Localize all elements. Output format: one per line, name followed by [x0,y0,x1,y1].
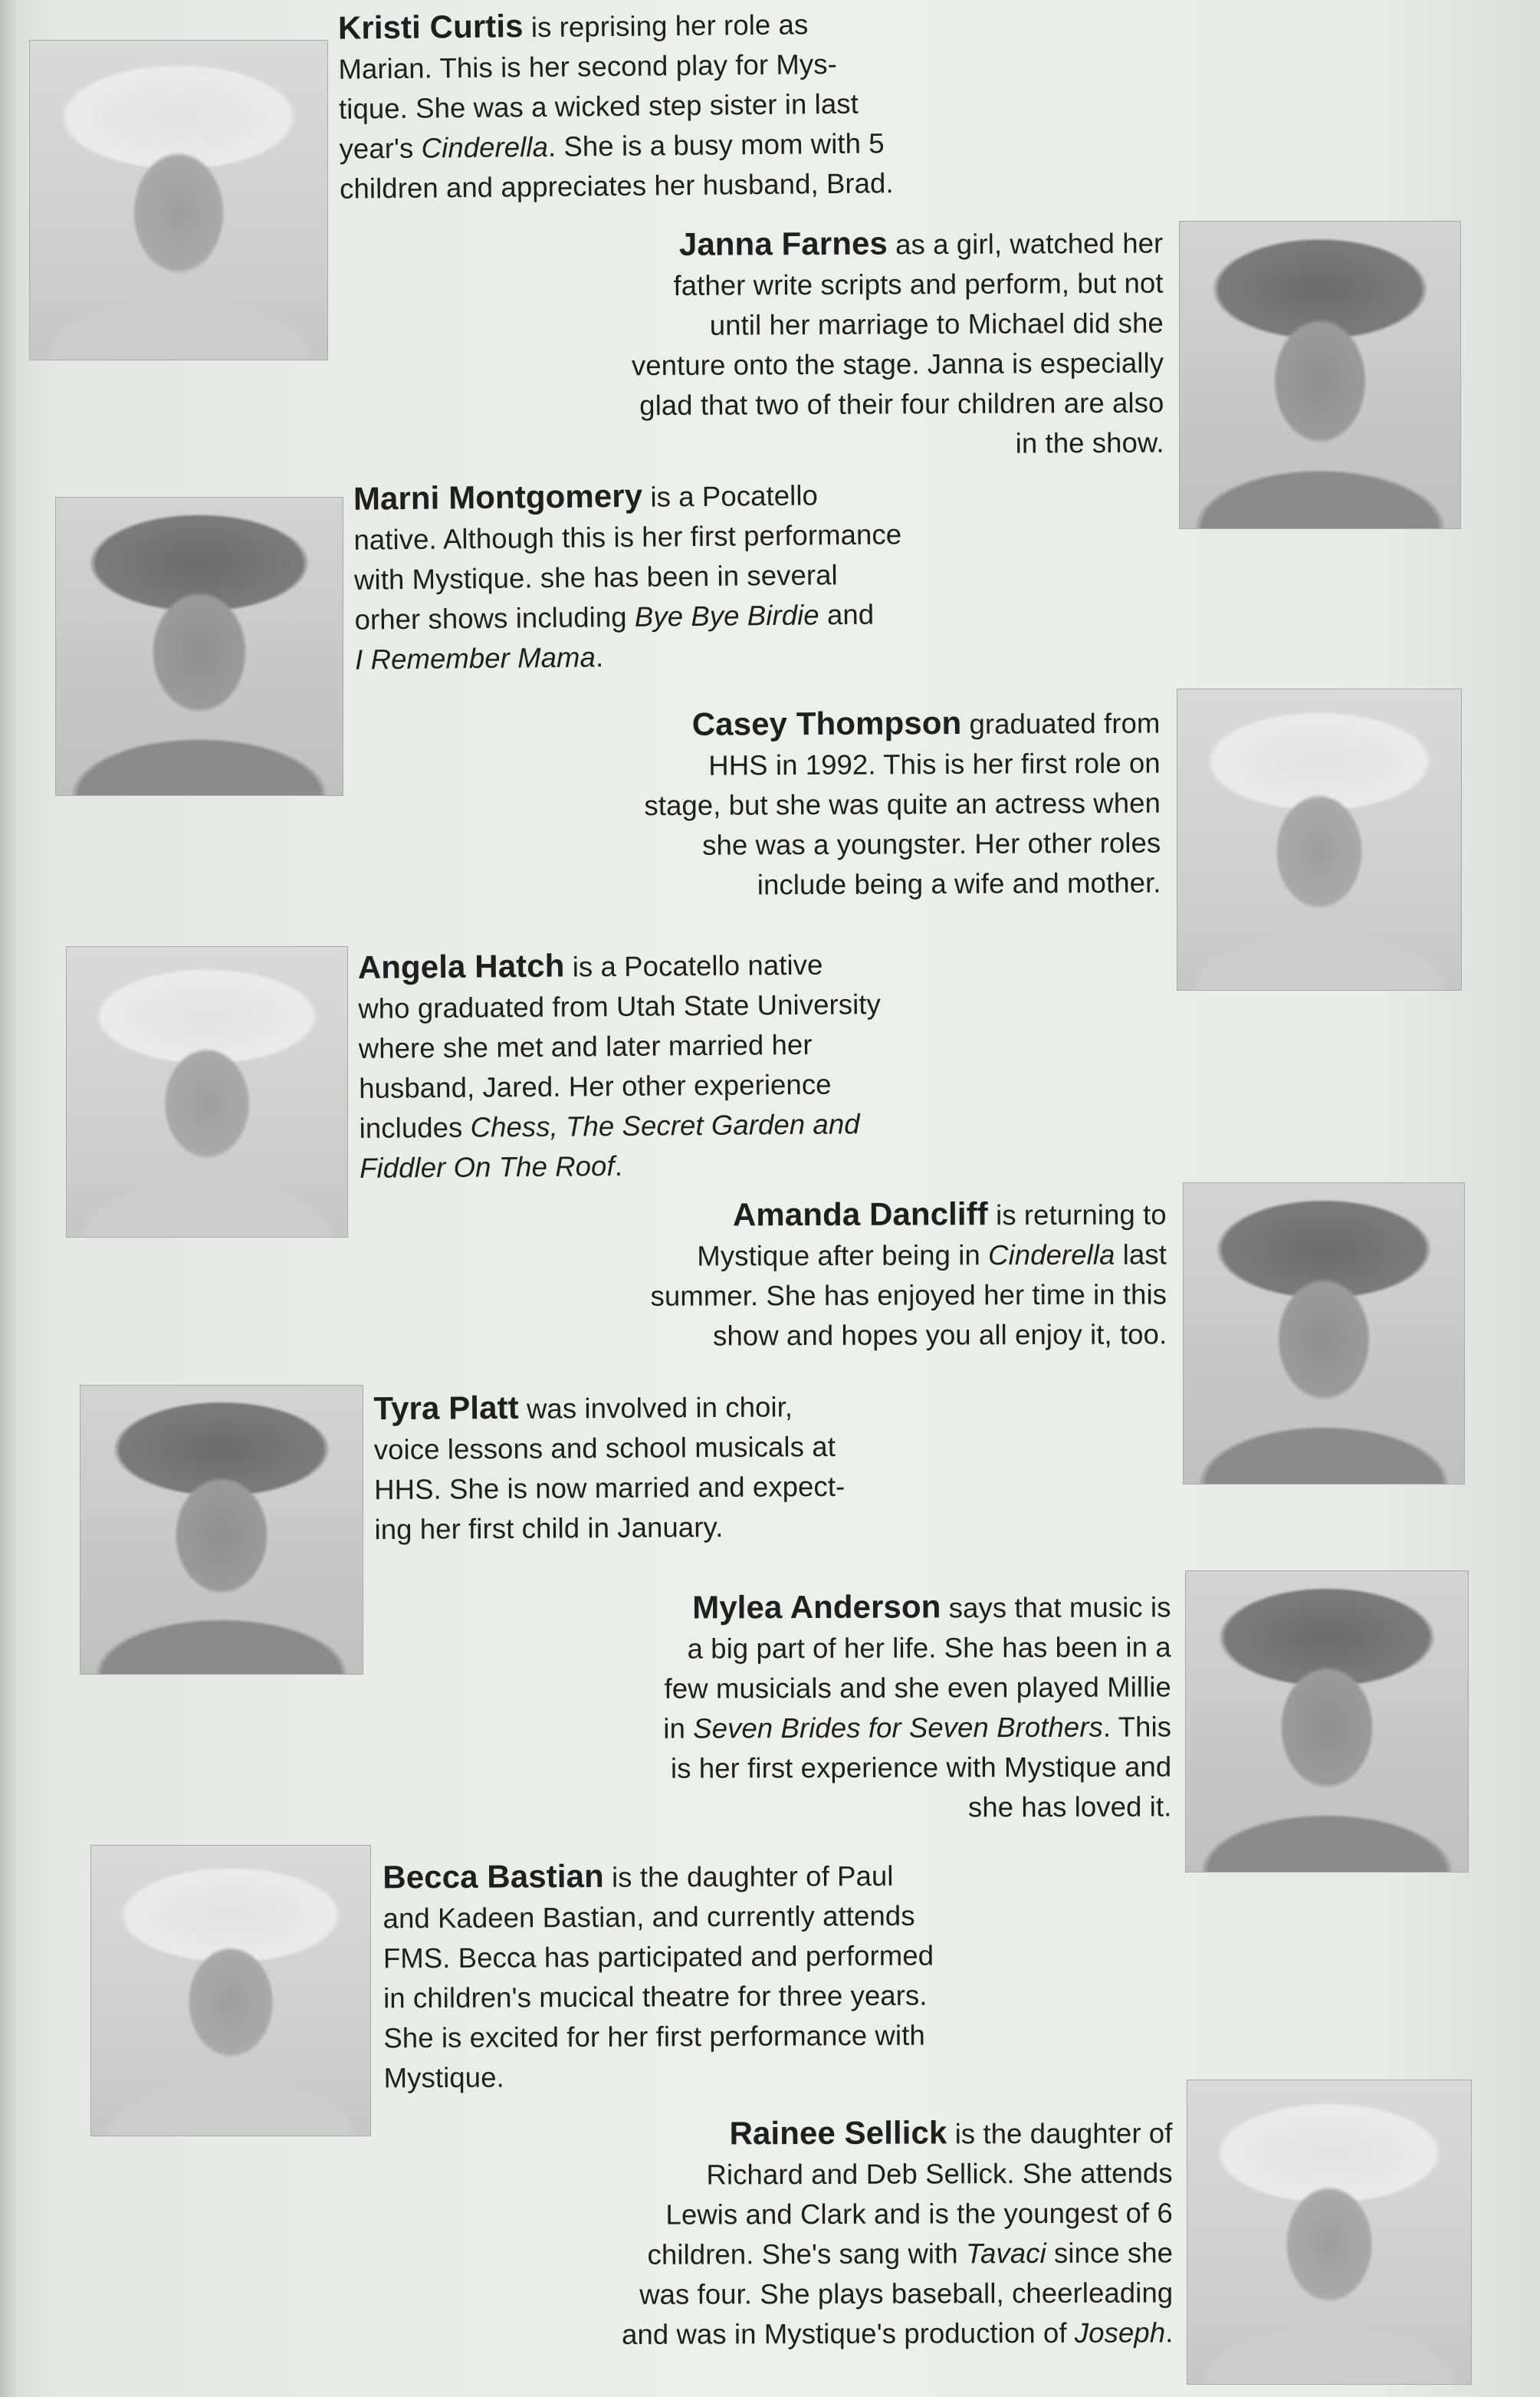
page-edge [0,0,17,2397]
bio-line [460,784,1161,827]
bio-text: children. She's sang with [647,2238,967,2270]
cast-name: Janna Farnes [678,225,888,262]
bio-line [340,162,1029,209]
headshot-mylea-anderson [1185,1570,1469,1873]
bio-text: stage, but she was quite an actress when [644,787,1161,822]
bio-text: . This [1102,1711,1172,1743]
headshot-marni-montgomery [55,497,343,796]
bio-text: show and hopes you all enjoy it, too. [713,1318,1167,1352]
bio-text: tique. She was a wicked step sister in last [338,87,859,125]
bio-text: in children's mucical theatre for three years. [383,1979,928,2014]
bio-line [339,82,1029,129]
bio-text: Marian. This is her second play for Mys- [338,48,838,85]
bio-line [460,344,1164,387]
bio-text: is the daughter of Paul [603,1859,894,1893]
bio-janna-farnes [459,222,1164,467]
bio-line [460,2233,1173,2275]
bio-text: children and appreciates her husband, Brad. [339,167,894,205]
italic-title: I Remember Mama [354,641,596,676]
bio-line [460,383,1164,427]
headshot-casey-thompson [1177,689,1462,991]
bio-text: and Kadeen Bastian, and currently attends [383,1899,915,1935]
headshot-tyra-platt [80,1385,363,1675]
bio-text: is a Pocatello [642,479,819,513]
bio-text: since she [1046,2237,1174,2269]
bio-text: as a girl, watched her [887,227,1164,261]
headshot-amanda-dancliff [1183,1182,1465,1485]
bio-line [354,593,1044,640]
bio-text: is reprising her role as [523,8,809,44]
bio-text: orher shows including [354,600,635,636]
bio-text: graduated from [961,707,1161,740]
headshot-janna-farnes [1179,221,1461,529]
bio-line [460,2153,1173,2195]
cast-name: Casey Thompson [691,704,962,742]
bio-text: father write scripts and perform, but not [673,267,1164,301]
bio-line [384,2055,1074,2099]
cast-name: Amanda Dancliff [732,1195,988,1233]
bio-line [359,1023,1049,1069]
bio-line [374,1465,1064,1510]
bio-line [460,1274,1167,1317]
cast-name: Angela Hatch [357,947,565,985]
bio-text: includes [359,1111,471,1144]
bio-mylea-anderson [459,1586,1171,1829]
bio-text: HHS in 1992. This is her first role on [708,747,1161,781]
bio-amanda-dancliff [460,1193,1167,1356]
bio-kristi-curtis [338,1,1030,209]
bio-line [460,1787,1171,1829]
bio-line [460,1314,1167,1356]
italic-title: Cinderella [421,130,549,164]
bio-line [374,1425,1064,1470]
bio-line [353,472,1044,520]
bio-text: venture onto the stage. Janna is especially [631,347,1164,382]
bio-text: She is excited for her first performance with [383,2019,925,2054]
cast-name: Tyra Platt [373,1389,519,1427]
cast-name: Rainee Sellick [729,2114,947,2152]
bio-line [383,2015,1073,2059]
bio-text: where she met and later married her [358,1028,813,1064]
bio-tyra-platt [373,1384,1064,1550]
bio-line [460,824,1161,867]
bio-text: husband, Jared. Her other experience [359,1068,832,1104]
bio-line [374,1505,1064,1550]
bio-text: says that music is [941,1591,1171,1624]
bio-text: few musicials and she even played Millie [664,1671,1171,1705]
bio-line [359,1103,1049,1149]
bio-line [360,1143,1049,1189]
bio-text: Richard and Deb Sellick. She attends [706,2157,1173,2191]
bio-text: is a Pocatello native [564,949,823,983]
bio-text: Mystique after being in [697,1239,989,1272]
bio-text: and was in Mystique's production of [621,2316,1075,2350]
bio-text: include being a wife and mother. [757,866,1161,901]
bio-line [355,633,1045,679]
bio-line [460,1707,1171,1749]
bio-line [460,2273,1173,2315]
bio-text: until her marriage to Michael did she [709,307,1164,341]
bio-text: year's [339,132,422,165]
bio-text: summer. She has enjoyed her time in this [650,1278,1167,1312]
headshot-angela-hatch [66,946,348,1238]
italic-title: Fiddler On The Roof [359,1150,615,1184]
bio-line [460,1235,1167,1277]
italic-title: Seven Brides for Seven Brothers [693,1711,1103,1744]
bio-line [383,1975,1073,2019]
bio-line [459,702,1160,748]
bio-line [460,1627,1171,1669]
bio-line [460,744,1161,787]
cast-name: Marni Montgomery [353,477,643,517]
italic-title: Chess, The Secret Garden and [470,1108,860,1143]
bio-line [359,1063,1049,1109]
bio-text: native. Although this is her first performance [353,518,902,556]
bio-casey-thompson [459,702,1161,907]
bio-line [354,553,1044,600]
bio-text: Mystique. [383,2061,504,2094]
bio-line [338,1,1029,49]
cast-name: Becca Bastian [383,1857,604,1896]
bio-becca-bastian [383,1854,1074,2099]
bio-text: with Mystique. she has been in several [353,559,838,596]
bio-line [459,1586,1171,1629]
bio-line [460,1193,1167,1237]
italic-title: Tavaci [965,2237,1046,2270]
bio-line [461,423,1164,467]
bio-text: last [1115,1238,1167,1271]
bio-line [338,42,1028,89]
bio-text: . [614,1149,623,1182]
bio-line [460,1667,1171,1709]
bio-line [373,1384,1063,1430]
bio-text: HHS. She is now married and expect- [374,1470,846,1506]
bio-text: is the daughter of [947,2117,1173,2150]
bio-rainee-sellick [459,2112,1173,2355]
headshot-kristi-curtis [29,40,328,360]
bio-line [459,264,1163,307]
italic-title: Bye Bye Birdie [634,599,819,633]
bio-text: glad that two of their four children are also [639,386,1164,422]
bio-text: she has loved it. [967,1790,1172,1823]
bio-line [358,942,1048,989]
bio-text: and [819,598,875,631]
bio-line [353,513,1043,560]
bio-line [383,1854,1072,1899]
bio-text: was involved in choir, [518,1391,793,1425]
bio-line [460,1747,1171,1789]
bio-text: a big part of her life. She has been in a [687,1631,1171,1665]
bio-line [460,304,1164,347]
bio-line [339,122,1029,169]
bio-line [459,2112,1172,2155]
bio-text: who graduated from Utah State University [358,988,882,1024]
bio-line [460,2193,1173,2235]
bio-text: is her first experience with Mystique and [670,1751,1172,1784]
bio-text: . [595,641,604,673]
bio-line [358,983,1048,1029]
bio-line [460,2313,1173,2355]
bio-angela-hatch [358,942,1050,1189]
bio-text: was four. She plays baseball, cheerleading [639,2277,1174,2310]
bio-text: FMS. Becca has participated and performed [383,1939,934,1974]
bio-text: Lewis and Clark and is the youngest of 6 [665,2197,1173,2231]
bio-text: in the show. [1015,426,1164,459]
cast-name: Kristi Curtis [337,8,524,46]
bio-text: . [1165,2316,1174,2349]
bio-text: ing her first child in January. [374,1511,724,1546]
bio-line [383,1935,1073,1979]
italic-title: Joseph [1074,2316,1166,2349]
bio-marni-montgomery [353,472,1046,679]
bio-text: she was a youngster. Her other roles [702,827,1161,861]
bio-text: voice lessons and school musicals at [373,1430,836,1466]
headshot-becca-bastian [90,1845,371,2136]
bio-text: . She is a busy mom with 5 [547,127,885,163]
bio-text: in [663,1712,694,1744]
italic-title: Cinderella [988,1238,1115,1271]
headshot-rainee-sellick [1187,2080,1472,2385]
bio-text: is returning to [987,1198,1167,1231]
bio-line [460,863,1161,907]
bio-line [459,222,1163,268]
bio-line [383,1896,1072,1939]
cast-name: Mylea Anderson [692,1588,941,1626]
